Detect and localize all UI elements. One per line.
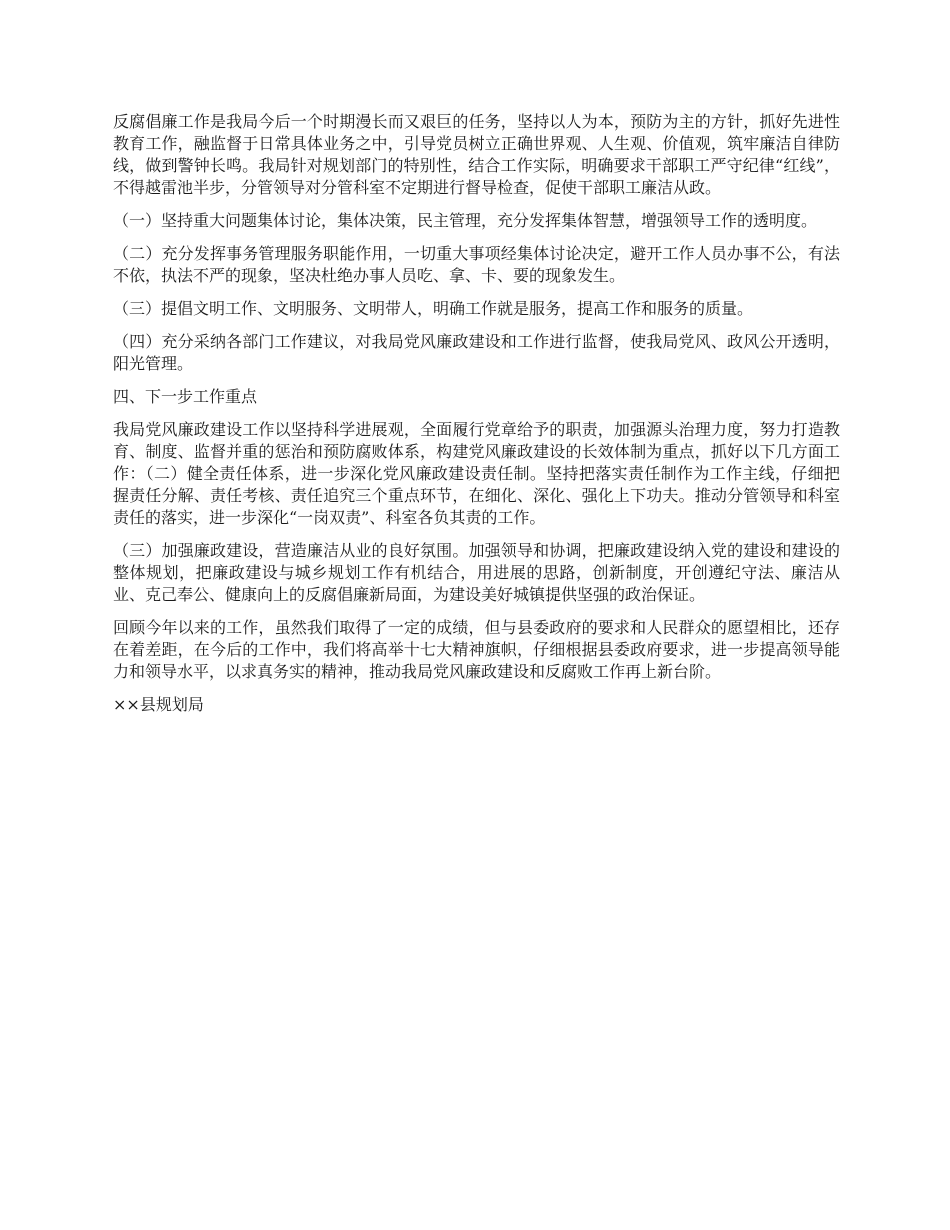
paragraph-review-conclusion: 回顾今年以来的工作，虽然我们取得了一定的成绩，但与县委政府的要求和人民群众的愿望相比，还存在着差距，在今后的工作中，我们将高举十七大精神旗帜，仔细根据县委政府要求，进一步提高领导能力和领导水平，以求真务实的精神，推动我局党风廉政建设和反腐败工作再上新台阶。 [113, 618, 840, 681]
paragraph-item-2: （二）充分发挥事务管理服务职能作用，一切重大事项经集体讨论决定，避开工作人员办事不公，有法不依，执法不严的现象，坚决杜绝办事人员吃、拿、卡、要的现象发生。 [113, 244, 840, 285]
paragraph-integrity-building: （三）加强廉政建设，营造廉洁从业的良好氛围。加强领导和协调，把廉政建设纳入党的建设和建设的整体规划，把廉政建设与城乡规划工作有机结合，用进展的思路，创新制度，开创遵纪守法、廉洁从业、克己奉公、健康向上的反腐倡廉新局面，为建设美好城镇提供坚强的政治保证。 [113, 541, 840, 604]
paragraph-item-1: （一）坚持重大问题集体讨论，集体决策，民主管理，充分发挥集体智慧，增强领导工作的透明度。 [113, 211, 818, 230]
signature-bureau: ××县规划局 [113, 695, 204, 714]
paragraph-anti-corruption-intro: 反腐倡廉工作是我局今后一个时期漫长而又艰巨的任务，坚持以人为本，预防为主的方针，抓好先进性教育工作，融监督于日常具体业务之中，引导党员树立正确世界观、人生观、价值观，筑牢廉洁自律防线，做到警钟长鸣。我局针对规划部门的特别性，结合工作实际，明确要求干部职工严守纪律“红线”，不得越雷池半步，分管领导对分管科室不定期进行督导检查，促使干部职工廉洁从政。 [113, 112, 840, 197]
section-heading-next-steps: 四、下一步工作重点 [113, 387, 258, 406]
paragraph-item-4: （四）充分采纳各部门工作建议，对我局党风廉政建设和工作进行监督，使我局党风、政风公开透明，阳光管理。 [113, 332, 840, 373]
paragraph-item-3: （三）提倡文明工作、文明服务、文明带人，明确工作就是服务，提高工作和服务的质量。 [113, 299, 754, 318]
document-body [113, 111, 840, 716]
paragraph-next-steps-focus: 我局党风廉政建设工作以坚持科学进展观，全面履行党章给予的职责，加强源头治理力度，努力打造教育、制度、监督并重的惩治和预防腐败体系，构建党风廉政建设的长效体制为重点，抓好以下几方面工作：（二）健全责任体系，进一步深化党风廉政建设责任制。坚持把落实责任制作为工作主线，仔细把握责任分解、责任考核、责任追究三个重点环节，在细化、深化、强化上下功夫。推动分管领导和科室责任的落实，进一步深化“一岗双责”、科室各负其责的工作。 [113, 420, 840, 527]
